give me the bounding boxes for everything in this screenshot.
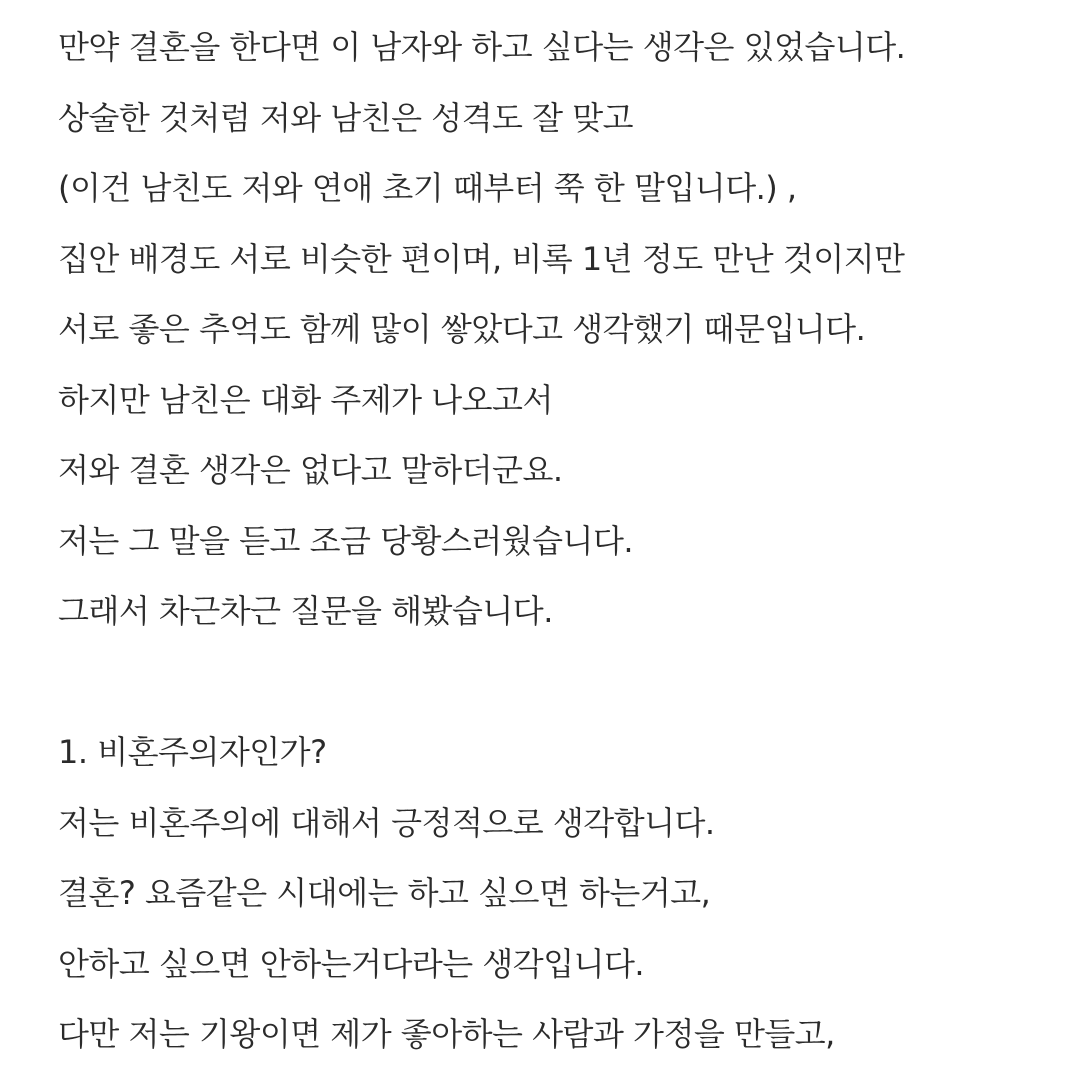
text-line: 결혼? 요즘같은 시대에는 하고 싶으면 하는거고,	[58, 874, 711, 912]
text-line: (이건 남친도 저와 연애 초기 때부터 쭉 한 말입니다.) ,	[58, 169, 797, 207]
text-line: 하지만 남친은 대화 주제가 나오고서	[58, 380, 553, 419]
text-line: 만약 결혼을 한다면 이 남자와 하고 싶다는 생각은 있었습니다.	[58, 28, 906, 66]
text-line: 다만 저는 기왕이면 제가 좋아하는 사람과 가정을 만들고,	[58, 1015, 835, 1053]
article-body	[58, 12, 1058, 1070]
text-line: 저와 결혼 생각은 없다고 말하더군요.	[58, 451, 563, 489]
text-line: 상술한 것처럼 저와 남친은 성격도 잘 맞고	[58, 98, 634, 137]
text-line: 저는 비혼주의에 대해서 긍정적으로 생각합니다.	[58, 803, 715, 842]
text-line: 집안 배경도 서로 비슷한 편이며, 비록 1년 정도 만난 것이지만	[58, 239, 905, 278]
section-heading: 1. 비혼주의자인가?	[58, 733, 327, 771]
text-line: 그래서 차근차근 질문을 해봤습니다.	[58, 592, 553, 630]
blank-line	[58, 647, 1058, 718]
text-line: 저는 그 말을 듣고 조금 당황스러웠습니다.	[58, 521, 634, 560]
text-line: 안하고 싶으면 안하는거다라는 생각입니다.	[58, 944, 645, 983]
text-line: 서로 좋은 추억도 함께 많이 쌓았다고 생각했기 때문입니다.	[58, 310, 866, 348]
